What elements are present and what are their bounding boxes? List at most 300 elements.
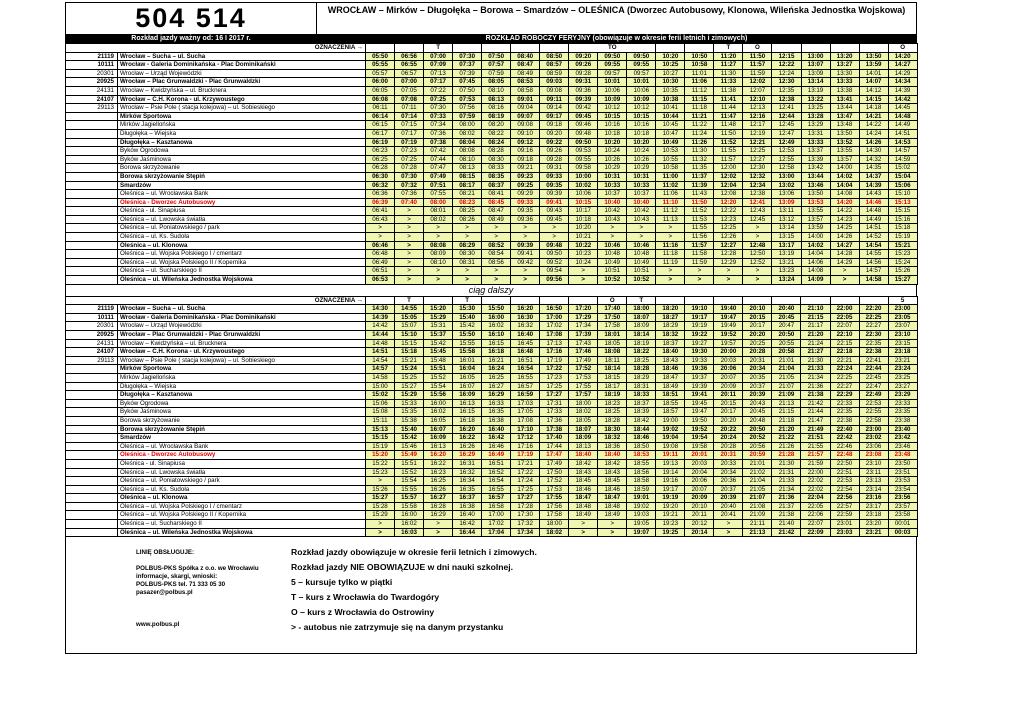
departure-time: 22:35 [830,408,859,417]
departure-time: 06:14 [366,112,395,121]
stop-code [66,207,118,216]
departure-time: 20:50 [772,331,801,340]
departure-time: 18:37 [627,399,656,408]
departure-time: 19:11 [656,451,685,460]
departure-time: 06:23 [366,147,395,156]
departure-time: 14:00 [830,164,859,173]
departure-time: 15:05 [395,313,424,322]
departure-time: 06:15 [366,121,395,130]
departure-time: 17:55 [569,382,598,391]
departure-time: 14:39 [366,313,395,322]
departure-time: 10:44 [656,112,685,121]
departure-time: 21:34 [772,485,801,494]
stop-code: 24131 [66,86,118,95]
stop-name: Wrocław – Kwidzyńska – ul. Brucknera [118,339,366,348]
departure-time: 07:33 [424,112,453,121]
route-mark [830,296,859,305]
stop-code [66,382,118,391]
departure-time: 08:41 [482,190,511,199]
departure-time: 11:30 [714,69,743,78]
stop-code [66,485,118,494]
table-row [66,339,918,348]
departure-time: 20:14 [685,528,714,537]
departure-time: 18:09 [627,322,656,331]
stop-code [66,399,118,408]
departure-time: 09:50 [598,52,627,61]
legend-note: 5 – kursuje tylko w piątki [291,577,393,588]
departure-time: 14:55 [395,305,424,314]
departure-time: 21:20 [801,331,830,340]
table-row [66,155,918,164]
legend-note: Rozkład jazdy obowiązuje w okresie ferii letnich i zimowych. [291,547,537,558]
departure-time: 18:29 [656,322,685,331]
departure-time: 12:10 [743,95,772,104]
departure-time: 20:43 [743,399,772,408]
departure-time: 14:21 [859,112,888,121]
departure-time: 10:50 [685,52,714,61]
departure-time: 23:27 [888,382,917,391]
departure-time: 08:22 [482,129,511,138]
route-mark [511,296,540,305]
departure-time: 09:50 [569,138,598,147]
departure-time: 20:17 [714,408,743,417]
departure-time: 09:10 [511,129,540,138]
departure-time: 11:02 [656,181,685,190]
departure-time: 09:42 [511,258,540,267]
departure-time: 16:35 [482,408,511,417]
stop-name: Oleśnica – ul. Klonowa [118,241,366,250]
table-row [66,52,918,61]
departure-time: 07:30 [453,52,482,61]
departure-time: 18:46 [656,365,685,374]
departure-time: 16:15 [453,408,482,417]
departure-time: 15:27 [395,382,424,391]
departure-time: 17:23 [540,373,569,382]
table-row [66,78,918,87]
departure-time: 08:50 [540,52,569,61]
departure-time: 14:32 [859,155,888,164]
departure-time: > [569,528,598,537]
departure-time: 14:18 [859,104,888,113]
departure-time: 22:25 [830,373,859,382]
departure-time: 09:26 [540,147,569,156]
departure-time: 12:16 [743,112,772,121]
departure-time: 16:40 [453,511,482,520]
departure-time: 10:01 [598,78,627,87]
departure-time: > [395,224,424,233]
departure-time: 14:08 [830,190,859,199]
stop-code [66,408,118,417]
departure-time: 15:23 [366,468,395,477]
departure-time: 20:58 [772,348,801,357]
departure-time: 10:06 [627,86,656,95]
departure-time: 09:20 [569,52,598,61]
departure-time: 07:40 [395,198,424,207]
table-row [66,121,918,130]
departure-time: 22:53 [830,477,859,486]
route-mark: O [743,44,772,53]
table-row [66,373,918,382]
departure-time: 18:31 [627,382,656,391]
departure-time: 15:56 [424,391,453,400]
departure-time: 15:57 [395,494,424,503]
route-mark [511,44,540,53]
departure-time: 09:45 [540,215,569,224]
stop-code [66,267,118,276]
departure-time: 13:37 [801,147,830,156]
departure-time: 20:31 [743,356,772,365]
departure-time: 10:25 [656,61,685,70]
departure-time: 19:45 [685,399,714,408]
departure-time: 20:01 [685,451,714,460]
departure-time: 18:09 [569,434,598,443]
departure-time: 09:48 [540,241,569,250]
departure-time: 18:00 [540,520,569,529]
departure-time: 16:00 [424,399,453,408]
departure-time: 15:42 [424,339,453,348]
departure-time: 21:47 [801,416,830,425]
departure-time: 12:04 [714,181,743,190]
departure-time: 14:26 [830,233,859,242]
departure-time: 15:50 [482,305,511,314]
contact-line [136,613,291,621]
departure-time: > [395,233,424,242]
departure-time: 20:39 [743,391,772,400]
departure-time: > [366,520,395,529]
departure-time: 18:51 [656,391,685,400]
departure-time: 18:01 [598,331,627,340]
departure-time: 14:55 [859,250,888,259]
stop-code [66,129,118,138]
stop-code [66,459,118,468]
departure-time: 18:56 [627,468,656,477]
departure-time: > [743,267,772,276]
departure-time: 21:37 [772,502,801,511]
table-row [66,147,918,156]
stop-code [66,373,118,382]
route-mark [859,296,888,305]
departure-time: 16:00 [395,511,424,520]
departure-time: 15:58 [453,348,482,357]
departure-time: 23:07 [888,322,917,331]
departure-time: 12:25 [714,224,743,233]
departure-time: 16:00 [482,313,511,322]
departure-time: 08:10 [453,155,482,164]
departure-time: 09:11 [540,95,569,104]
departure-time: 11:44 [714,104,743,113]
departure-time: 07:53 [453,95,482,104]
stop-code [66,477,118,486]
departure-time: > [569,520,598,529]
departure-time: 12:52 [743,258,772,267]
departure-time: 09:31 [569,78,598,87]
departure-time: 09:54 [540,267,569,276]
departure-time: 13:33 [830,78,859,87]
departure-time: 16:42 [482,434,511,443]
departure-time: > [453,267,482,276]
departure-time: 20:28 [714,442,743,451]
stop-code [66,198,118,207]
departure-time: 18:48 [598,502,627,511]
departure-time: 13:00 [801,52,830,61]
departure-time: 12:50 [743,250,772,259]
stop-code [66,434,118,443]
departure-time: 18:39 [627,408,656,417]
route-mark [685,296,714,305]
departure-time: 06:30 [366,172,395,181]
departure-time: > [598,233,627,242]
departure-time: 22:24 [830,365,859,374]
departure-time: 11:19 [656,258,685,267]
departure-time: 18:19 [627,339,656,348]
departure-time: 12:25 [743,147,772,156]
table-row [66,181,918,190]
legend-notes [291,537,916,653]
departure-time: 14:22 [859,121,888,130]
stop-name: Oleśnica – ul. Poniatowskiego / park [118,477,366,486]
departure-time: > [830,276,859,285]
departure-time: 06:56 [395,52,424,61]
departure-time: 12:26 [714,233,743,242]
departure-time: 21:15 [772,408,801,417]
departure-time: 18:17 [598,382,627,391]
departure-time: 17:10 [511,425,540,434]
departure-time: 17:31 [540,399,569,408]
departure-time: 14:24 [859,129,888,138]
stop-code: 24131 [66,339,118,348]
departure-time: 19:08 [656,442,685,451]
stop-name: Wrocław – Urząd Wojewódzki [118,69,366,78]
route-mark: O [598,296,627,305]
stop-code: 20925 [66,78,118,87]
departure-time: 17:49 [540,459,569,468]
departure-time: 14:51 [859,224,888,233]
departure-time: 16:40 [482,425,511,434]
departure-time: 09:17 [540,112,569,121]
stop-code: 21119 [66,305,118,314]
table-row [66,241,918,250]
table-row [66,477,918,486]
departure-time: 07:44 [424,155,453,164]
departure-time: 21:08 [743,502,772,511]
departure-time: 10:26 [598,155,627,164]
departure-time: > [685,267,714,276]
departure-time: 08:59 [540,69,569,78]
departure-time: 18:57 [656,408,685,417]
departure-time: 23:11 [859,468,888,477]
departure-time: 13:31 [801,129,830,138]
stop-code [66,181,118,190]
departure-time: 14:02 [830,172,859,181]
departure-time: 18:13 [569,442,598,451]
departure-time: 10:37 [598,190,627,199]
departure-time: 09:29 [511,190,540,199]
departure-time: 18:55 [656,399,685,408]
departure-time: 12:22 [772,61,801,70]
departure-time: 15:18 [888,224,917,233]
departure-time: 23:10 [888,331,917,340]
departure-time: 00:01 [888,520,917,529]
departure-time: 23:48 [888,451,917,460]
departure-time: 10:48 [627,250,656,259]
departure-time: 13:42 [801,164,830,173]
departure-time: 10:29 [627,164,656,173]
departure-time: 19:07 [627,528,656,537]
departure-time: 23:21 [888,356,917,365]
departure-time: 19:10 [685,305,714,314]
departure-time: 08:30 [482,155,511,164]
departure-time: 12:17 [743,121,772,130]
stop-name: Oleśnica - Dworzec Autobusowy [118,198,366,207]
departure-time: 09:14 [540,104,569,113]
route-mark: T [714,44,743,53]
departure-time: 11:55 [714,147,743,156]
departure-time: > [511,276,540,285]
departure-time: 20:15 [743,313,772,322]
departure-time: 16:20 [511,305,540,314]
departure-time: 22:54 [830,485,859,494]
departure-time: 16:48 [511,348,540,357]
departure-time: 13:29 [801,121,830,130]
route-mark: T [424,44,453,53]
continuation-label: ciąg dalszy [65,285,917,296]
departure-time: 17:50 [540,468,569,477]
stop-name: Oleśnica – ul. Lwowska światła [118,215,366,224]
departure-time: 21:30 [801,356,830,365]
departure-time: 18:02 [569,408,598,417]
departure-time: 15:15 [395,339,424,348]
departure-time: 20:39 [714,494,743,503]
departure-time: 18:45 [598,477,627,486]
departure-time: 15:33 [395,399,424,408]
departure-time: 15:10 [395,331,424,340]
departure-time: 13:52 [830,138,859,147]
departure-time: 23:06 [859,442,888,451]
departure-time: 18:15 [598,373,627,382]
departure-time: 21:49 [801,425,830,434]
departure-time: 10:43 [598,215,627,224]
departure-time: 18:37 [656,339,685,348]
departure-time: 15:08 [366,408,395,417]
route-mark [540,296,569,305]
departure-time: 22:33 [830,399,859,408]
departure-time: 22:38 [830,416,859,425]
departure-time: 11:53 [685,215,714,224]
stop-name: Smardzów [118,434,366,443]
table-row [66,408,918,417]
departure-time: 20:48 [743,416,772,425]
departure-time: 06:39 [366,198,395,207]
stop-name: Mirków Sportowa [118,112,366,121]
departure-time: 10:02 [569,181,598,190]
stop-name: Długołęka – Kasztanowa [118,391,366,400]
departure-time: > [598,528,627,537]
departure-time: 12:47 [772,129,801,138]
departure-time: 22:50 [830,459,859,468]
departure-time: 22:25 [859,313,888,322]
departure-time: 14:35 [859,164,888,173]
departure-time: 15:24 [888,258,917,267]
departure-time: 06:46 [366,241,395,250]
legend-note: > - autobus nie zatrzymuje się na danym przystanku [291,622,504,633]
departure-time: 07:28 [395,164,424,173]
departure-time: 19:33 [685,356,714,365]
departure-time: 09:23 [511,172,540,181]
departure-time: 14:30 [859,147,888,156]
departure-time: 22:21 [830,356,859,365]
departure-time: 07:00 [424,52,453,61]
departure-time: 11:37 [685,172,714,181]
departure-time: 16:09 [453,391,482,400]
departure-time: 13:57 [830,155,859,164]
departure-time: 14:42 [888,95,917,104]
stop-name: Oleśnica – ul. Wojska Polskiego II / Kopernika [118,258,366,267]
departure-time: 13:12 [772,215,801,224]
departure-time: 20:55 [772,339,801,348]
departure-time: 11:57 [685,241,714,250]
departure-time: 10:15 [569,198,598,207]
departure-time: 22:09 [801,528,830,537]
departure-time: 13:48 [830,121,859,130]
departure-time: > [366,477,395,486]
departure-time: 22:51 [830,468,859,477]
departure-time: 10:43 [627,215,656,224]
departure-time: 16:18 [453,416,482,425]
departure-time: 16:40 [511,331,540,340]
departure-time: 14:57 [366,365,395,374]
stop-code: 10111 [66,61,118,70]
departure-time: 13:59 [801,224,830,233]
departure-time: 23:50 [888,459,917,468]
departure-time: 20:31 [714,451,743,460]
departure-time: 08:24 [482,138,511,147]
departure-time: 15:13 [366,425,395,434]
departure-time: 17:33 [540,408,569,417]
departure-time: 08:47 [511,61,540,70]
departure-time: > [453,224,482,233]
route-mark [366,296,395,305]
departure-time: 13:00 [772,172,801,181]
departure-time: 18:11 [598,356,627,365]
table-row [66,224,918,233]
departure-time: 13:24 [772,276,801,285]
departure-time: 08:33 [482,164,511,173]
departure-time: 17:52 [540,477,569,486]
departure-time: 20:11 [714,391,743,400]
contact-line: www.polbus.pl [136,621,180,629]
departure-time: 14:22 [830,207,859,216]
departure-time: 09:48 [569,129,598,138]
departure-time: 23:33 [888,399,917,408]
departure-time: 23:18 [859,511,888,520]
departure-time: 08:28 [482,147,511,156]
departure-time: 20:12 [685,520,714,529]
departure-time: 13:07 [801,61,830,70]
departure-time: 08:09 [424,250,453,259]
table-row [66,104,918,113]
departure-time: 18:49 [656,382,685,391]
stop-name: Borowa skrzyżowanie Stępiń [118,172,366,181]
departure-time: 12:48 [743,241,772,250]
departure-time: 12:41 [743,198,772,207]
departure-time: 22:46 [830,442,859,451]
departure-time: 10:26 [627,155,656,164]
departure-time: 11:16 [656,241,685,250]
stop-name: Oleśnica – ul. Wojska Polskiego II / Kopernika [118,511,366,520]
stop-code [66,425,118,434]
stop-code: 20301 [66,322,118,331]
departure-time: 16:51 [482,459,511,468]
